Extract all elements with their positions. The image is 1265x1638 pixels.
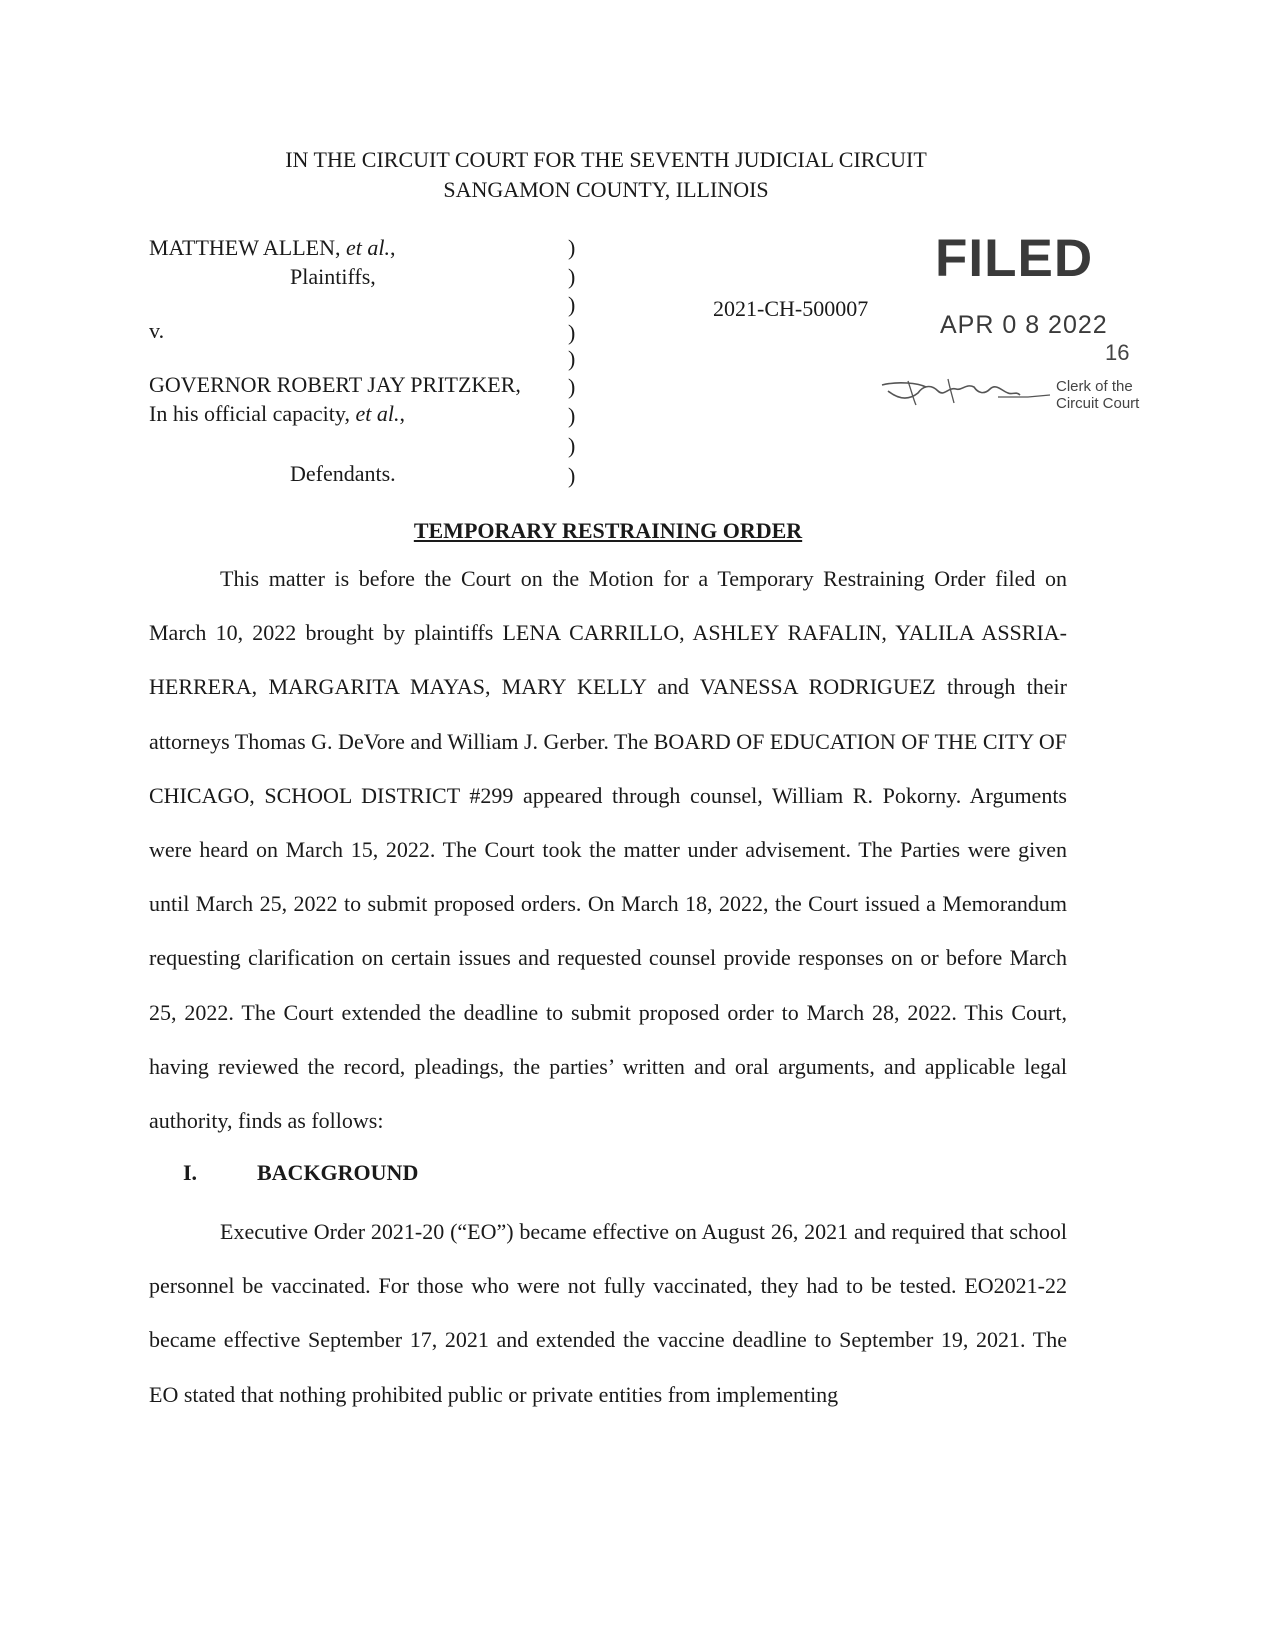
defendant-name: GOVERNOR ROBERT JAY PRITZKER,	[149, 372, 521, 397]
plaintiff-name-text: MATTHEW ALLEN,	[149, 235, 346, 260]
section-heading	[183, 1160, 419, 1186]
plaintiff-etal: et al.	[345, 235, 390, 260]
plaintiff-role: Plaintiffs,	[290, 264, 376, 289]
clerk-label-line1: Clerk of the	[1056, 378, 1133, 395]
caption-paren: )	[568, 235, 576, 260]
caption-paren: )	[568, 463, 576, 488]
clerk-label-line2: Circuit Court	[1056, 395, 1140, 412]
caption-paren: )	[568, 264, 576, 289]
defendant-suffix: ,	[399, 401, 405, 426]
caption-paren: )	[568, 374, 576, 399]
background-paragraph-text: Executive Order 2021-20 (“EO”) became effective on August 26, 2021 and required that school personnel be vaccinated. For those who were not fully vaccinated, they had to be tested. EO2021-22 became effective September 17, 2021 and extended the vaccine deadline to September 19, 2021. The EO stated that nothing prohibited public or private entities from implementing	[149, 1219, 1067, 1407]
caption-paren: )	[568, 292, 576, 317]
section-number: I.	[183, 1160, 198, 1185]
court-name: IN THE CIRCUIT COURT FOR THE SEVENTH JUDICIAL CIRCUIT	[285, 147, 927, 172]
plaintiff-suffix: ,	[389, 235, 396, 260]
document-title: TEMPORARY RESTRAINING ORDER	[413, 518, 803, 543]
clerk-label	[1056, 378, 1139, 412]
section-title: BACKGROUND	[257, 1160, 419, 1185]
defendant-capacity-text: In his official capacity,	[149, 401, 356, 426]
filed-stamp: FILED	[935, 229, 1094, 288]
caption-paren: )	[568, 433, 576, 458]
intro-paragraph	[149, 552, 1067, 1148]
caption-paren: )	[568, 346, 576, 371]
court-county: SANGAMON COUNTY, ILLINOIS	[443, 177, 769, 202]
filed-date: APR 0 8 2022	[940, 311, 1108, 339]
filing-number: 16	[1105, 340, 1130, 365]
defendant-capacity	[149, 399, 405, 428]
caption-paren: )	[568, 320, 576, 345]
defendant-etal: et al.	[355, 401, 400, 426]
caption-paren: )	[568, 403, 576, 428]
background-paragraph	[149, 1205, 1067, 1422]
versus: v.	[149, 318, 165, 343]
intro-paragraph-text: This matter is before the Court on the Motion for a Temporary Restraining Order filed on March 10, 2022 brought by plaintiffs LENA CARRILLO, ASHLEY RAFALIN, YALILA ASSRIA-HERRERA, MARGARITA MAYAS, MARY KELLY and VANESSA RODRIGUEZ through their attorneys Thomas G. DeVore and William J. Gerber. The BOARD OF EDUCATION OF THE CITY OF CHICAGO, SCHOOL DISTRICT #299 appeared through counsel, William R. Pokorny. Arguments were heard on March 15, 2022. The Court took the matter under advisement. The Parties were given until March 25, 2022 to submit proposed orders. On March 18, 2022, the Court issued a Memorandum requesting clarification on certain issues and requested counsel provide responses on or before March 25, 2022. The Court extended the deadline to submit proposed order to March 28, 2022. This Court, having reviewed the record, pleadings, the parties’ written and oral arguments, and applicable legal authority, finds as follows:	[149, 566, 1067, 1134]
defendant-role: Defendants.	[290, 461, 396, 486]
plaintiff-name	[149, 233, 395, 262]
case-number: 2021-CH-500007	[713, 296, 869, 321]
clerk-signature	[878, 373, 1053, 413]
